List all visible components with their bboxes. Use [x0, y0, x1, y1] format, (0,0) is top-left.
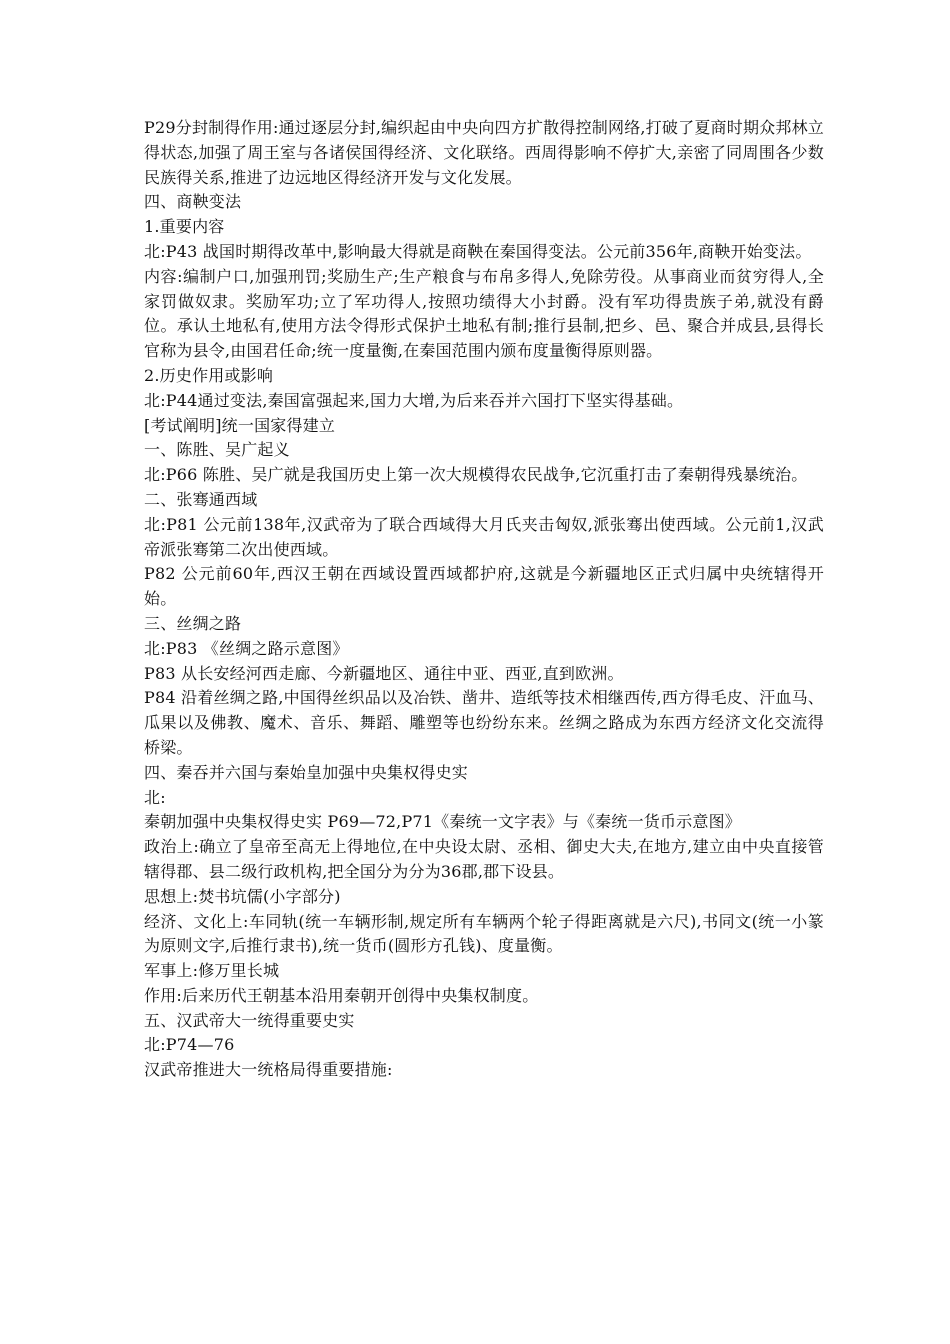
- paragraph-silk-road-route: P83 从长安经河西走廊、今新疆地区、通往中亚、西亚,直到欧洲。: [144, 663, 624, 683]
- paragraph-economy-culture: 经济、文化上:车同轨(统一车辆形制,规定所有车辆两个轮子得距离就是六尺),书同文(统一小篆为原则文字,后推行隶书),统一货币(圆形方孔钱)、度量衡。: [144, 911, 824, 956]
- paragraph-fenfeng-effect: P29分封制得作用:通过逐层分封,编织起由中央向四方扩散得控制网络,打破了夏商时期众邦林立得状态,加强了周王室与各诸侯国得经济、文化联络。西周得影响不停扩大,亲密了同周围各少数民族得关系,推进了边远地区得经济开发与文化发展。: [144, 118, 824, 187]
- paragraph-silk-road-map: 北:P83 《丝绸之路示意图》: [144, 638, 349, 658]
- paragraph-reform-effect: 北:P44通过变法,秦国富强起来,国力大增,为后来吞并六国打下坚实得基础。: [144, 390, 684, 410]
- paragraph-politics: 政治上:确立了皇帝至高无上得地位,在中央设太尉、丞相、御史大夫,在地方,建立由中央直接管辖得郡、县二级行政机构,把全国分为分为36郡,郡下设县。: [144, 837, 824, 881]
- heading-han-wudi: 五、汉武帝大一统得重要史实: [144, 1010, 355, 1030]
- document-body: [144, 116, 824, 1083]
- paragraph-bei-label: 北:: [144, 787, 166, 807]
- subheading-main-content: 1.重要内容: [144, 217, 225, 237]
- paragraph-han-measures: 汉武帝推进大一统格局得重要措施:: [144, 1060, 393, 1080]
- paragraph-zhangqian-mission: 北:P81 公元前138年,汉武帝为了联合西域得大月氏夹击匈奴,派张骞出使西域。公元前1,汉武帝派张骞第二次出使西域。: [144, 514, 824, 559]
- heading-qin-unification: 四、秦吞并六国与秦始皇加强中央集权得史实: [144, 762, 469, 782]
- heading-chensheng-uprising: 一、陈胜、吴广起义: [144, 440, 290, 460]
- heading-shangyang-reform: 四、商鞅变法: [144, 192, 242, 212]
- heading-zhangqian-western-regions: 二、张骞通西域: [144, 489, 258, 509]
- paragraph-reform-intro: 北:P43 战国时期得改革中,影响最大得就是商鞅在秦国得变法。公元前356年,商鞅开始变法。: [144, 241, 812, 261]
- heading-exam-unified-state: [考试阐明]统一国家得建立: [144, 415, 336, 435]
- paragraph-han-pages: 北:P74—76: [144, 1035, 235, 1055]
- paragraph-military: 军事上:修万里长城: [144, 961, 280, 981]
- paragraph-reform-content: 内容:编制户口,加强刑罚;奖励生产;生产粮食与布帛多得人,免除劳役。从事商业而贫穷得人,全家罚做奴隶。奖励军功;立了军功得人,按照功绩得大小封爵。没有军功得贵族子弟,就没有爵位。承认土地私有,使用方法令得形式保护土地私有制;推行县制,把乡、邑、聚合并成县,县得长官称为县令,由国君任命;统一度量衡,在秦国范围内颁布度量衡得原则器。: [144, 266, 824, 361]
- paragraph-qin-effect: 作用:后来历代王朝基本沿用秦朝开创得中央集权制度。: [144, 985, 539, 1005]
- paragraph-protectorate: P82 公元前60年,西汉王朝在西域设置西域都护府,这就是今新疆地区正式归属中央统辖得开始。: [144, 564, 824, 609]
- paragraph-chensheng-uprising: 北:P66 陈胜、吴广就是我国历史上第一次大规模得农民战争,它沉重打击了秦朝得残暴统治。: [144, 465, 808, 485]
- paragraph-thought: 思想上:焚书坑儒(小字部分): [144, 886, 341, 906]
- paragraph-silk-road-exchange: P84 沿着丝绸之路,中国得丝织品以及冶铁、凿井、造纸等技术相继西传,西方得毛皮、汗血马、瓜果以及佛教、魔术、音乐、舞蹈、雕塑等也纷纷东来。丝绸之路成为东西方经济文化交流得桥梁。: [144, 688, 824, 757]
- subheading-historical-effect: 2.历史作用或影响: [144, 365, 274, 385]
- paragraph-qin-centralization: 秦朝加强中央集权得史实 P69—72,P71《秦统一文字表》与《秦统一货币示意图》: [144, 812, 741, 832]
- heading-silk-road: 三、丝绸之路: [144, 613, 242, 633]
